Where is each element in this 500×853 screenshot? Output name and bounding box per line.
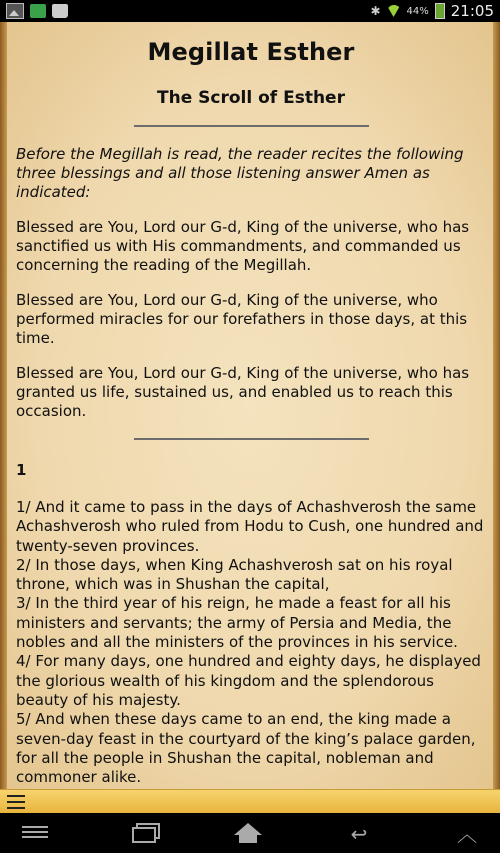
status-bar — [0, 0, 500, 22]
app-icon — [30, 4, 46, 18]
bottom-menu-bar — [0, 789, 500, 814]
store-icon — [52, 4, 68, 18]
chapter-number: 1 — [16, 461, 27, 479]
notification-icons — [6, 3, 68, 19]
verse-3: 3/ In the third year of his reign, he made a feast for all his ministers and servants; the army of Persia and Media, the nobles and all the ministers of the provinces in his service. — [16, 594, 458, 652]
blessing-1: Blessed are You, Lord our G-d, King of the universe, who has sanctified us with His commandments, and commanded us concerning the reading of the Megillah. — [16, 218, 470, 274]
divider — [134, 438, 369, 440]
verse-1: 1/ And it came to pass in the days of Achashverosh the same Achashverosh who ruled from Hodu to Cush, one hundred and twenty-seven provinces. — [16, 498, 484, 555]
verse-list — [16, 498, 486, 826]
verse-5: 5/ And when these days came to an end, the king made a seven-day feast in the courtyard of the king’s palace garden, for all the people in Shushan the capital, nobleman and commoner alike. — [16, 710, 476, 787]
intro-text: Before the Megillah is read, the reader recites the following three blessings and all those listening answer Amen as indicated: — [16, 145, 464, 201]
verse-4: 4/ For many days, one hundred and eighty days, he displayed the glorious wealth of his kingdom and the splendorous beauty of his majesty. — [16, 652, 481, 709]
back-icon[interactable]: ↩ — [350, 822, 368, 846]
page-subtitle: The Scroll of Esther — [157, 88, 345, 108]
system-icons — [371, 2, 494, 20]
divider — [134, 125, 369, 127]
menu-icon[interactable] — [18, 823, 52, 845]
battery-percent: 44% — [406, 5, 429, 17]
bluetooth-icon: ✱ — [370, 4, 381, 18]
navigation-bar — [0, 813, 500, 853]
clock: 21:05 — [450, 2, 494, 20]
gallery-icon — [6, 3, 24, 19]
reading-pane[interactable] — [0, 22, 500, 789]
hamburger-icon[interactable] — [7, 795, 25, 809]
wifi-icon — [387, 5, 401, 17]
verse-2: 2/ In those days, when King Achashverosh sat on his royal throne, which was in Shushan the capital, — [16, 555, 453, 594]
page-title: Megillat Esther — [147, 38, 355, 66]
blessing-3: Blessed are You, Lord our G-d, King of the universe, who has granted us life, sustained us, and enabled us to reach this occasion. — [16, 364, 470, 420]
battery-icon — [435, 3, 445, 19]
blessing-2: Blessed are You, Lord our G-d, King of the universe, who performed miracles for our forefathers in those days, at this time. — [16, 291, 468, 347]
recent-apps-icon[interactable] — [127, 823, 161, 845]
up-icon[interactable]: ︿ — [457, 822, 477, 846]
home-icon[interactable] — [231, 823, 265, 845]
